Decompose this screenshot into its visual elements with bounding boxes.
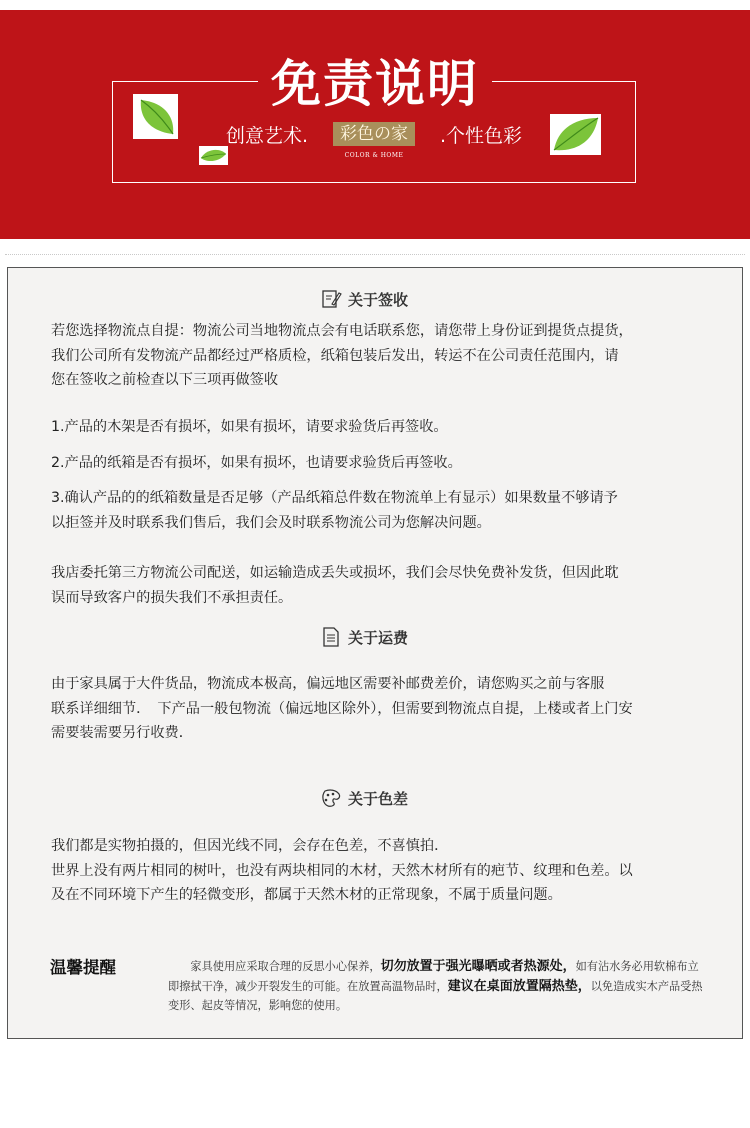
sign-item-1: [51, 415, 701, 440]
document-pen-icon: [320, 288, 342, 310]
freight-line: 联系详细细节． 下产品一般包物流（偏远地区除外），但需要到物流点自提，上楼或者上门安: [51, 700, 633, 717]
slogan-right: .个性色彩: [440, 125, 523, 147]
palette-hand-icon: [320, 787, 342, 809]
third-party-line: 我店委托第三方物流公司配送，如运输造成丢失或损坏，我们会尽快免费补发货，但因此耽: [51, 565, 619, 581]
tip-bold-1: 切勿放置于强光曝晒或者热源处，: [380, 959, 576, 974]
slogan-left: 创意艺术.: [226, 125, 309, 147]
divider: [5, 254, 745, 255]
third-party-line: 误而导致客户的损失我们不承担责任。: [51, 589, 293, 606]
section-heading-color: [320, 786, 408, 810]
leaf-small-icon: [199, 146, 228, 165]
leaf-icon: [133, 94, 178, 139]
color-line: 世界上没有两片相同的树叶，也没有两块相同的木材，天然木材所有的疤节、纹理和色差。以: [51, 862, 633, 879]
third-party-note: [51, 561, 701, 610]
slogan-badge: 彩色の家: [333, 122, 415, 146]
tip-bold-2: 建议在桌面放置隔热垫，: [447, 978, 591, 994]
color-line: 及在不同环境下产生的轻微变形，都属于天然木材的正常现象，不属于质量问题。: [51, 887, 562, 903]
sign-intro-line: 我们公司所有发物流产品都经过严格质检，纸箱包装后发出，转运不在公司责任范围内，请: [51, 347, 619, 364]
freight-line: 由于家具属于大件货品，物流成本极高，偏远地区需要补邮费差价，请您购买之前与客服: [51, 676, 605, 692]
color-line: 我们都是实物拍摄的，但因光线不同，会存在色差，不喜慎拍．: [51, 838, 449, 854]
leaf-right-icon: [550, 114, 601, 155]
sign-item-2-text: 2.产品的纸箱是否有损坏，如果有损坏，也请要求验货后再签收。: [51, 455, 462, 471]
sign-item-3-line: 以拒签并及时联系我们售后，我们会及时联系物流公司为您解决问题。: [51, 514, 491, 531]
section-heading-color-label: 关于色差: [348, 789, 409, 808]
document-list-icon: [320, 626, 342, 648]
tip-text: [168, 957, 704, 1016]
section-heading-sign: [320, 287, 408, 311]
tip-title: 温馨提醒: [50, 958, 116, 977]
tip-part-1: 家具使用应采取合理的反思小心保养，: [168, 960, 381, 973]
disclaimer-panel: [7, 267, 743, 1039]
freight-text: [51, 672, 701, 746]
slogan-badge-caption: COLOR & HOME: [344, 152, 404, 159]
sign-intro-line: 若您选择物流点自提：物流公司当地物流点会有电话联系您，请您带上身份证到提货点提货，: [51, 323, 633, 339]
tip-part-2: 如有沾水务必用软棉布立即擦拭干净，减少开裂发生的可能。在放置高温物品时，: [168, 960, 699, 993]
tip-part-3: 以免造成实木产品受热变形、起皮等情况，影响您的使用。: [168, 979, 703, 1012]
banner-frame-top-right: [492, 81, 635, 82]
banner-frame-top-left: [112, 81, 258, 82]
section-heading-freight: [320, 625, 408, 649]
section-heading-sign-label: 关于签收: [348, 290, 409, 309]
sign-item-3: [51, 486, 701, 535]
sign-item-1-text: 1.产品的木架是否有损坏，如果有损坏，请要求验货后再签收。: [51, 419, 448, 435]
sign-intro-line: 您在签收之前检查以下三项再做签收: [51, 372, 279, 388]
sign-item-3-line: 3.确认产品的的纸箱数量是否足够（产品纸箱总件数在物流单上有显示）如果数量不够请予: [51, 490, 618, 506]
sign-item-2: [51, 451, 701, 476]
sign-intro: [51, 319, 701, 393]
page-title: 免责说明: [271, 54, 479, 113]
section-heading-freight-label: 关于运费: [348, 628, 409, 647]
freight-line: 需要装需要另行收费．: [51, 725, 193, 741]
color-text: [51, 834, 701, 908]
